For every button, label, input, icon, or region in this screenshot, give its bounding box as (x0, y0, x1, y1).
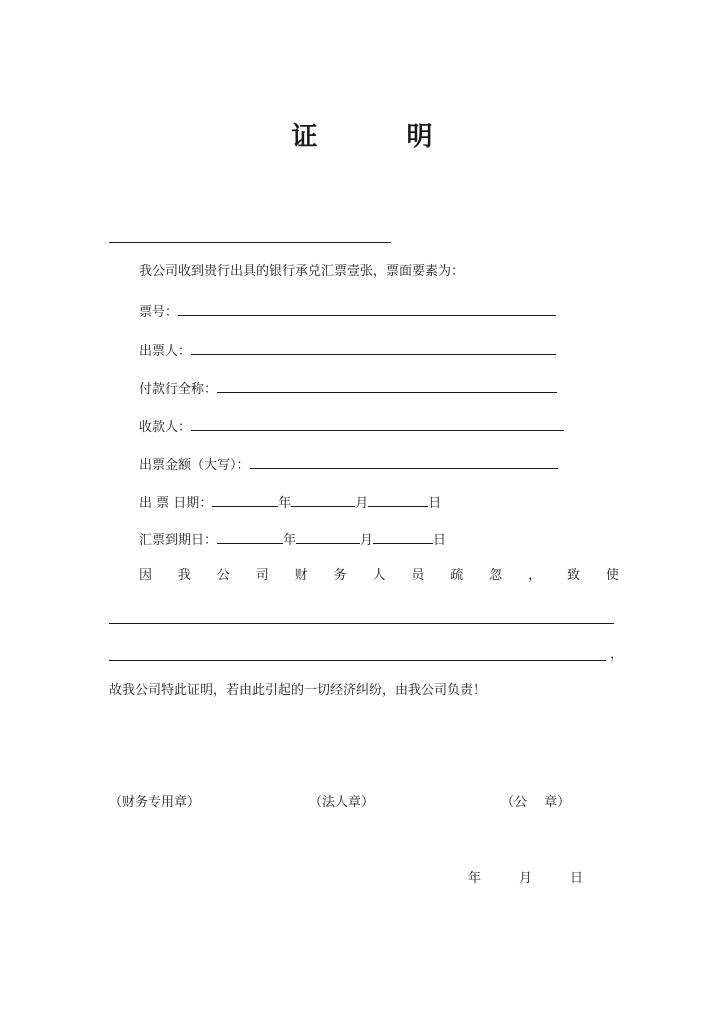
finance-stamp-label: （财务专用章） (109, 795, 201, 810)
recipient-blank-line[interactable] (109, 228, 391, 243)
reason-char: 我 (177, 568, 191, 583)
signature-month: 月 (519, 871, 533, 886)
conclusion-text: 故我公司特此证明，若由此引起的一切经济纠纷，由我公司负责！ (109, 683, 487, 698)
legal-stamp-label: （法人章） (309, 795, 375, 810)
drawer-row (139, 340, 556, 361)
due-month-unit: 月 (360, 533, 374, 548)
company-stamp-label: （公 章） (501, 795, 571, 810)
payee-blank[interactable] (191, 416, 564, 431)
amount-blank[interactable] (250, 454, 558, 469)
due-day-unit: 日 (433, 533, 447, 548)
due-year-blank[interactable] (217, 529, 283, 544)
due-day-blank[interactable] (373, 529, 433, 544)
issue-year-blank[interactable] (212, 492, 278, 507)
signature-day: 日 (570, 871, 584, 886)
due-year-unit: 年 (283, 533, 297, 548)
signature-date (468, 870, 583, 888)
payee-label: 收款人： (139, 420, 192, 435)
signature-year: 年 (468, 871, 482, 886)
issue-date-row (139, 492, 441, 513)
bill-no-label: 票号： (139, 305, 179, 320)
reason-char: 忽 (489, 568, 503, 583)
reason-char: 务 (333, 568, 347, 583)
due-date-label: 汇票到期日： (139, 533, 218, 548)
payer-bank-row (139, 378, 557, 399)
issue-day-blank[interactable] (368, 492, 428, 507)
payee-row (139, 416, 564, 437)
reason-char: 人 (372, 568, 386, 583)
bill-no-row (139, 301, 556, 322)
reason-char: 员 (411, 568, 425, 583)
reason-char: 公 (216, 568, 230, 583)
issue-month-blank[interactable] (291, 492, 355, 507)
reason-char: 疏 (450, 568, 464, 583)
drawer-blank[interactable] (191, 340, 556, 355)
issue-month-unit: 月 (355, 496, 369, 511)
amount-label: 出票金额（大写）： (139, 458, 250, 473)
payer-bank-blank[interactable] (217, 378, 557, 393)
amount-row (139, 454, 558, 475)
issue-date-label: 出 票 日期： (139, 496, 213, 511)
reason-sentence (139, 567, 619, 585)
reason-char: 司 (255, 568, 269, 583)
document-title: 证 明 (291, 122, 473, 152)
due-month-blank[interactable] (296, 529, 360, 544)
issue-year-unit: 年 (278, 496, 292, 511)
payer-bank-label: 付款行全称： (139, 382, 218, 397)
reason-char: ， (528, 568, 542, 583)
reason-char: 使 (605, 568, 619, 583)
reason-char: 财 (294, 568, 308, 583)
reason-blank-line-2[interactable] (109, 646, 606, 661)
due-date-row (139, 529, 446, 550)
reason-end-comma: ， (610, 647, 624, 662)
bill-no-blank[interactable] (178, 301, 556, 316)
issue-day-unit: 日 (428, 496, 442, 511)
drawer-label: 出票人： (139, 344, 192, 359)
reason-char: 因 (139, 568, 153, 583)
reason-blank-line-1[interactable] (109, 609, 614, 624)
intro-text: 我公司收到贵行出具的银行承兑汇票壹张，票面要素为： (139, 264, 465, 279)
reason-char: 致 (566, 568, 580, 583)
